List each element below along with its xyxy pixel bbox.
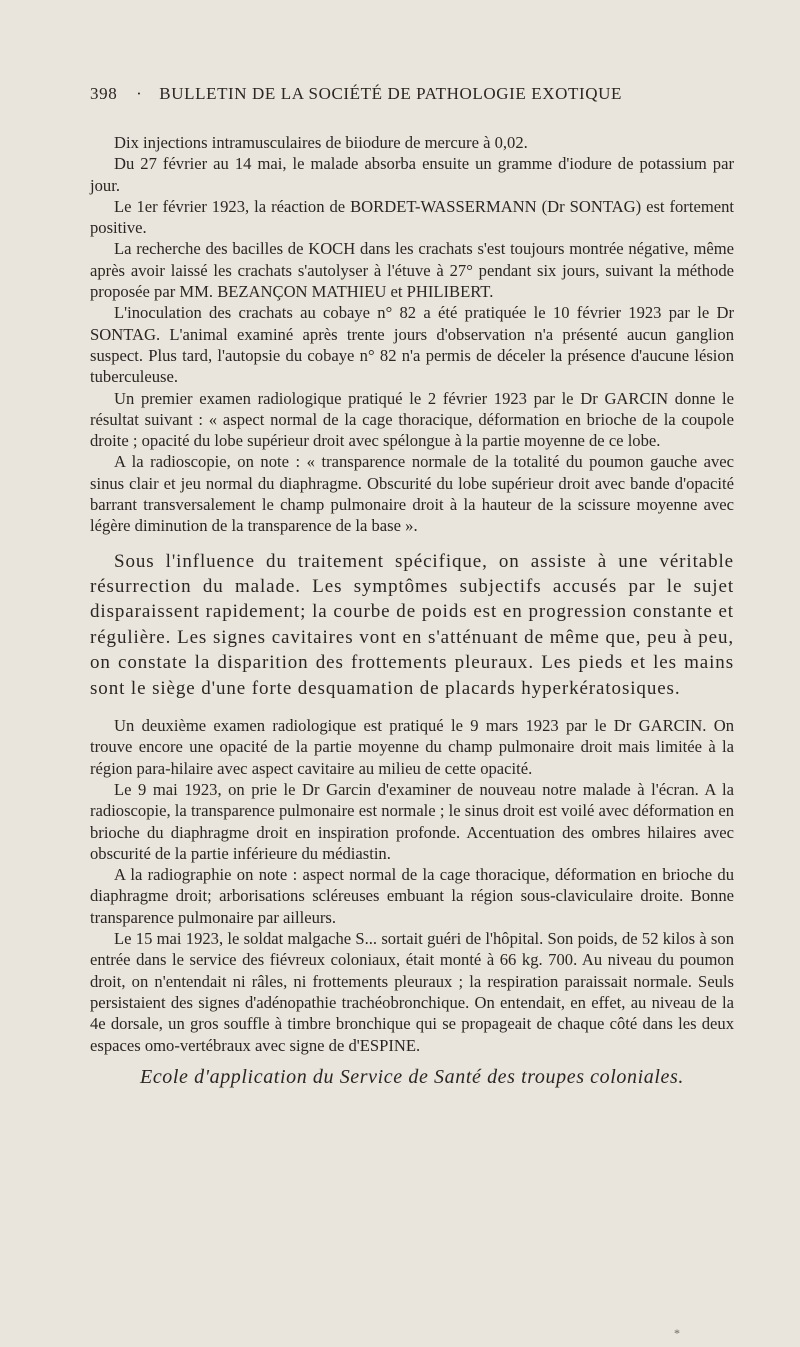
paragraph: Le 9 mai 1923, on prie le Dr Garcin d'examiner de nouveau notre malade à l'écran. A la radioscopie, la transparence pulmonaire est normale ; le sinus droit est voilé avec déformation en brioche du diaphragme droit en inspiration profonde. Accentuation des ombres hilaires avec obscurité de la partie inférieure du médiastin.	[90, 779, 734, 863]
footer-mark: *	[674, 1326, 680, 1340]
small-text-section-bottom	[90, 715, 734, 1056]
paragraph: A la radioscopie, on note : « transparence normale de la totalité du poumon gauche avec sinus clair et jeu normal du diaphragme. Obscurité du lobe supérieur droit avec bande d'opacité barrant transversalement le champ pulmonaire droit à la hauteur de la scissure moyenne avec légère diminution de la transparence de la base ».	[90, 452, 734, 536]
paragraph: La recherche des bacilles de KOCH dans les crachats s'est toujours montrée négative, même après avoir laissé les crachats s'autolyser à l'étuve à 27° pendant six jours, suivant la méthode proposée par MM. BEZANÇON MATHIEU et PHILIBERT.	[90, 239, 734, 302]
paragraph: A la radiographie on note : aspect normal de la cage thoracique, déformation en brioche du diaphragme droit; arborisations scléreuses embuant la région sous-claviculaire droite. Bonne transparence pulmonaire par ailleurs.	[90, 865, 734, 927]
small-text-section-top	[90, 132, 734, 537]
paragraph: Le 15 mai 1923, le soldat malgache S... sortait guéri de l'hôpital. Son poids, de 52 kilos à son entrée dans le service des fiévreux coloniaux, était monté à 66 kg. 700. Au niveau du poumon droit, on n'entendait ni râles, ni frottements pleuraux ; la respiration paraissait normale. Seuls persistaient des signes d'adénopathie trachéobronchique. On entendait, en effet, au niveau de la 4e dorsale, un gros souffle à timbre bronchique qui se propageait de chaque côté dans les deux espaces omo-vertébraux avec signe de d'ESPINE.	[90, 929, 734, 1055]
paragraph: Le 1er février 1923, la réaction de BORDET-WASSERMANN (Dr SONTAG) est fortement positive.	[90, 196, 734, 238]
article-body	[90, 132, 734, 1089]
paragraph-large: Sous l'influence du traitement spécifique, on assiste à une véritable résurrection du malade. Les symptômes subjectifs accusés par le sujet disparaissent rapidement; la courbe de poids est en progression constante et régulière. Les signes cavitaires vont en s'atténuant de même que, peu à peu, on constate la disparition des frottements pleuraux. Les pieds et les mains sont le siège d'une forte desquamation de placards hyperkératosiques.	[90, 550, 734, 699]
running-header	[90, 84, 650, 104]
page-number: 398	[90, 84, 118, 103]
paragraph: Du 27 février au 14 mai, le malade absorba ensuite un gramme d'iodure de potassium par jour.	[90, 154, 734, 195]
header-separator: ·	[136, 84, 143, 103]
paragraph: Dix injections intramusculaires de biiodure de mercure à 0,02.	[114, 133, 528, 152]
paragraph: Un premier examen radiologique pratiqué le 2 février 1923 par le Dr GARCIN donne le résultat suivant : « aspect normal de la cage thoracique, déformation en brioche de la coupole droite ; opacité du lobe supérieur droit avec spélongue à la partie moyenne de ce lobe.	[90, 388, 734, 451]
institution-signature: Ecole d'application du Service de Santé des troupes coloniales.	[140, 1065, 684, 1088]
journal-title: BULLETIN DE LA SOCIÉTÉ DE PATHOLOGIE EXOTIQUE	[159, 84, 622, 103]
paragraph: L'inoculation des crachats au cobaye n° 82 a été pratiquée le 10 février 1923 par le Dr SONTAG. L'animal examiné après trente jours d'observation n'a présenté aucun ganglion suspect. Plus tard, l'autopsie du cobaye n° 82 n'a permis de déceler la présence d'aucune lésion tuberculeuse.	[90, 303, 734, 387]
large-text-section	[90, 549, 734, 701]
paragraph: Un deuxième examen radiologique est pratiqué le 9 mars 1923 par le Dr GARCIN. On trouve encore une opacité de la partie moyenne du champ pulmonaire droit mais limitée à la région para-hilaire avec aspect cavitaire au milieu de cette opacité.	[90, 716, 734, 778]
